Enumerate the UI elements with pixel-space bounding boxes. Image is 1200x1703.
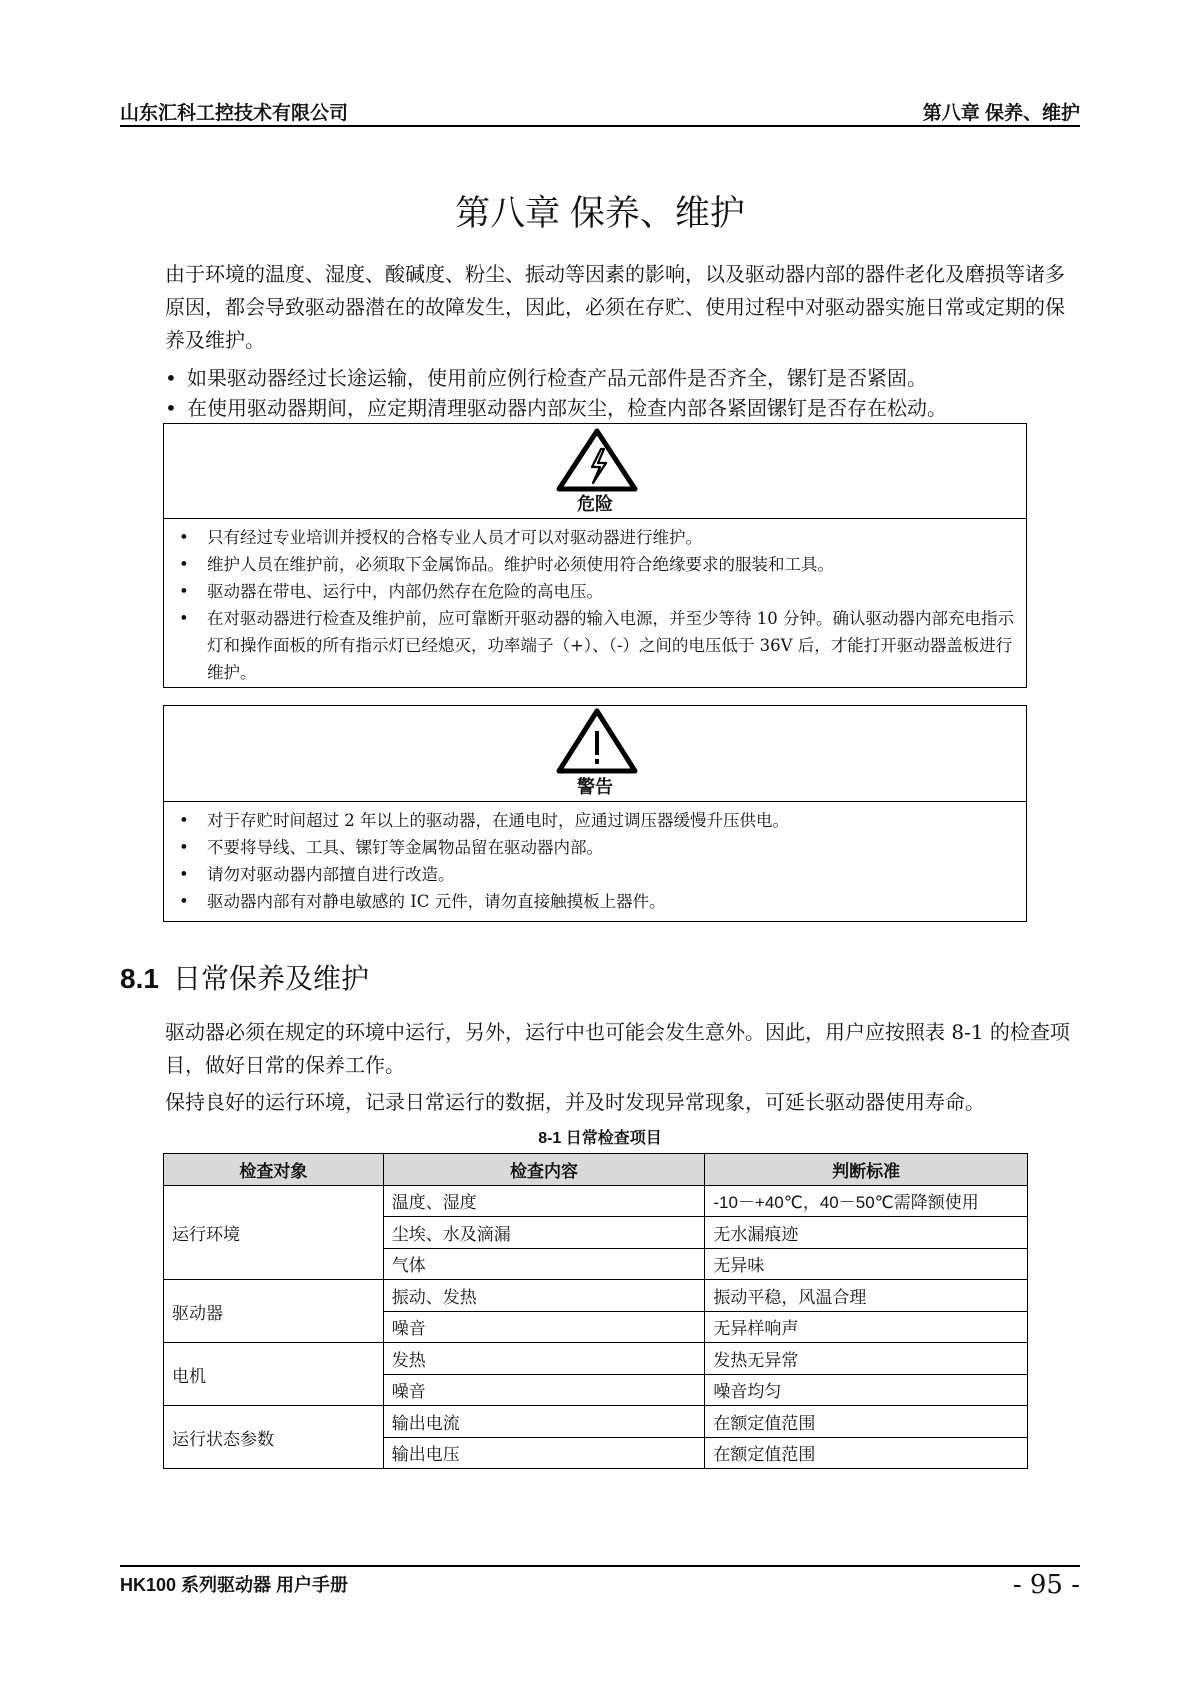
bullet-dot: • xyxy=(165,396,177,420)
table-caption: 8-1 日常检查项目 xyxy=(538,1130,662,1147)
table-cell: 气体 xyxy=(383,1248,705,1280)
danger-header xyxy=(164,424,1026,519)
list-item: • 只有经过专业培训并授权的合格专业人员才可以对驱动器进行维护。 xyxy=(179,528,702,547)
list-item xyxy=(165,363,927,393)
table-cell: 无水漏痕迹 xyxy=(705,1217,1028,1249)
table-cell: -10－+40℃，40－50℃需降额使用 xyxy=(705,1185,1028,1217)
warning-list xyxy=(164,802,1026,915)
list-item xyxy=(165,393,947,423)
table-cell-object: 运行状态参数 xyxy=(164,1406,384,1469)
bullet-dot: • xyxy=(165,366,177,390)
list-item: • 不要将导线、工具、镙钉等金属物品留在驱动器内部。 xyxy=(179,838,603,857)
bullet-text: 如果驱动器经过长途运输，使用前应例行检查产品元部件是否齐全，镙钉是否紧固。 xyxy=(187,366,927,390)
column-header: 检查对象 xyxy=(164,1154,384,1186)
list-item: • 对于存贮时间超过 2 年以上的驱动器，在通电时，应通过调压器缓慢升压供电。 xyxy=(179,811,789,830)
table-row xyxy=(164,1343,1028,1375)
table-cell: 发热 xyxy=(383,1343,705,1375)
column-header: 判断标准 xyxy=(705,1154,1028,1186)
list-item: • 请勿对驱动器内部擅自进行改造。 xyxy=(179,865,455,884)
section-paragraph: 驱动器必须在规定的环境中运行，另外，运行中也可能会发生意外。因此，用户应按照表 8-1 的检查项目，做好日常的保养工作。 xyxy=(165,1020,1070,1077)
danger-list xyxy=(164,519,1026,686)
intro-paragraph: 由于环境的温度、湿度、酸碱度、粉尘、振动等因素的影响，以及驱动器内部的器件老化及磨损等诸多原因，都会导致驱动器潜在的故障发生，因此，必须在存贮、使用过程中对驱动器实施日常或定期的保养及维护。 xyxy=(165,262,1065,352)
footer-title: HK100 系列驱动器 用户手册 xyxy=(120,1575,349,1595)
warning-box xyxy=(163,705,1027,922)
table-cell: 在额定值范围 xyxy=(705,1437,1028,1469)
warning-label: 警告 xyxy=(577,777,613,797)
table-cell: 尘埃、水及滴漏 xyxy=(383,1217,705,1249)
table-cell-object: 驱动器 xyxy=(164,1280,384,1343)
section-number: 8.1 xyxy=(120,963,159,994)
table-cell: 噪音均匀 xyxy=(705,1374,1028,1406)
warning-header xyxy=(164,706,1026,802)
list-item: • 维护人员在维护前，必须取下金属饰品。维护时必须使用符合绝缘要求的服装和工具。 xyxy=(179,555,834,574)
table-cell: 振动平稳，风温合理 xyxy=(705,1280,1028,1312)
list-item: • 在对驱动器进行检查及维护前，应可靠断开驱动器的输入电源，并至少等待 10 分钟。确认驱动器内部充电指示灯和操作面板的所有指示灯已经熄灭，功率端子（+）、（-）之间的电压低于 36V 后，才能打开驱动器盖板进行维护。 xyxy=(179,609,1014,682)
table-row xyxy=(164,1280,1028,1312)
header-rule xyxy=(120,125,1080,127)
table-header-row xyxy=(164,1154,1028,1186)
table-cell: 输出电压 xyxy=(383,1437,705,1469)
column-header: 检查内容 xyxy=(383,1154,705,1186)
footer-rule xyxy=(120,1565,1080,1567)
table-cell: 噪音 xyxy=(383,1311,705,1343)
exclamation-warning-icon xyxy=(555,707,639,775)
table-cell: 无异味 xyxy=(705,1248,1028,1280)
section-title-text: 日常保养及维护 xyxy=(172,963,369,994)
daily-inspection-table xyxy=(163,1153,1028,1469)
header-chapter: 第八章 保养、维护 xyxy=(922,103,1080,124)
table-row xyxy=(164,1406,1028,1438)
table-cell: 发热无异常 xyxy=(705,1343,1028,1375)
table-cell-object: 运行环境 xyxy=(164,1185,384,1280)
section-title xyxy=(120,957,369,997)
table-cell: 噪音 xyxy=(383,1374,705,1406)
table-cell: 无异样响声 xyxy=(705,1311,1028,1343)
danger-box xyxy=(163,423,1027,688)
section-paragraph: 保持良好的运行环境，记录日常运行的数据，并及时发现异常现象，可延长驱动器使用寿命。 xyxy=(165,1090,985,1114)
table-cell: 在额定值范围 xyxy=(705,1406,1028,1438)
list-item: • 驱动器内部有对静电敏感的 IC 元件，请勿直接触摸板上器件。 xyxy=(179,892,666,911)
header-company: 山东汇科工控技术有限公司 xyxy=(120,103,349,124)
danger-label: 危险 xyxy=(577,494,613,514)
table-cell: 温度、湿度 xyxy=(383,1185,705,1217)
table-cell: 振动、发热 xyxy=(383,1280,705,1312)
table-cell: 输出电流 xyxy=(383,1406,705,1438)
list-item: • 驱动器在带电、运行中，内部仍然存在危险的高电压。 xyxy=(179,582,603,601)
table-cell-object: 电机 xyxy=(164,1343,384,1406)
table-row xyxy=(164,1185,1028,1217)
chapter-title: 第八章 保养、维护 xyxy=(455,194,745,233)
bullet-text: 在使用驱动器期间，应定期清理驱动器内部灰尘，检查内部各紧固镙钉是否存在松动。 xyxy=(187,396,947,420)
high-voltage-icon xyxy=(555,427,639,493)
page-number: - 95 - xyxy=(1012,1570,1080,1600)
